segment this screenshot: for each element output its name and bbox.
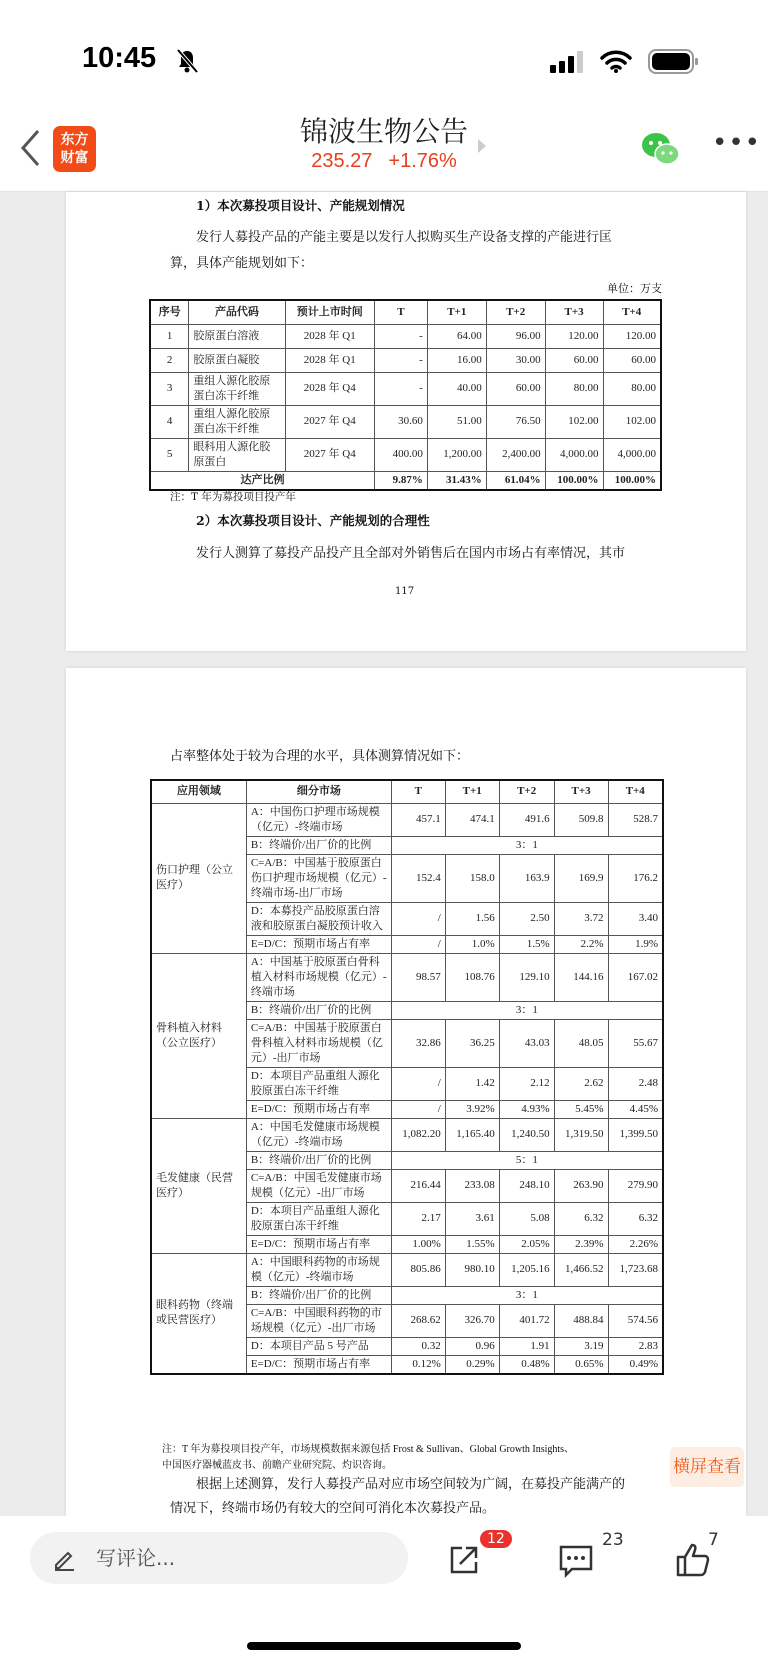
table-cell: 144.16 <box>554 953 608 1001</box>
stock-change: +1.76% <box>388 150 457 172</box>
wifi-icon <box>600 49 632 73</box>
table-cell: 1.56 <box>445 902 499 935</box>
table-cell: 60.00 <box>545 348 603 372</box>
table-cell: 474.1 <box>445 803 499 836</box>
market-segment-label: C=A/B：中国基于胶原蛋白骨科植入材料市场规模（亿元）-出厂市场 <box>246 1019 391 1067</box>
table-cell: 2.39% <box>554 1235 608 1253</box>
status-bar <box>0 0 768 100</box>
total-cell: 100.00% <box>603 471 661 490</box>
column-header: T+1 <box>445 780 499 803</box>
table-cell: 0.48% <box>499 1355 554 1374</box>
market-segment-label: E=D/C：预期市场占有率 <box>246 1100 391 1118</box>
application-domain: 骨科植入材料（公立医疗） <box>151 953 246 1118</box>
table-cell: 528.7 <box>608 803 663 836</box>
market-segment-label: C=A/B：中国基于胶原蛋白伤口护理市场规模（亿元）-终端市场-出厂市场 <box>246 854 391 902</box>
table-row <box>150 372 661 405</box>
market-segment-label: B：终端价/出厂价的比例 <box>246 1286 391 1304</box>
table-cell: 1,723.68 <box>608 1253 663 1286</box>
column-header: T+1 <box>427 300 486 324</box>
table-cell: 3.72 <box>554 902 608 935</box>
table-row <box>150 405 661 438</box>
table-cell: - <box>374 324 427 348</box>
table-cell: 129.10 <box>499 953 554 1001</box>
table-cell: 279.90 <box>608 1169 663 1202</box>
table-cell: 96.00 <box>486 324 545 348</box>
table-cell: 2.17 <box>391 1202 445 1235</box>
table-cell: 1.5% <box>499 935 554 953</box>
table-cell: 2.05% <box>499 1235 554 1253</box>
table-cell: 3 <box>150 372 189 405</box>
column-header: T <box>374 300 427 324</box>
table-cell: 3.19 <box>554 1337 608 1355</box>
logo-text-1: 东方 <box>60 132 89 148</box>
column-header: T+3 <box>554 780 608 803</box>
table-header-row <box>151 780 663 803</box>
silent-bell-icon <box>176 48 198 74</box>
ratio-cell: 3：1 <box>391 1286 663 1304</box>
table-cell: 488.84 <box>554 1304 608 1337</box>
table-cell: 5.45% <box>554 1100 608 1118</box>
table-cell: 400.00 <box>374 438 427 471</box>
stock-price: 235.27 <box>311 150 373 172</box>
application-domain: 伤口护理（公立医疗） <box>151 803 246 953</box>
market-segment-label: D：本项目产品重组人源化胶原蛋白冻干纤维 <box>246 1067 391 1100</box>
table-cell: 326.70 <box>445 1304 499 1337</box>
signal-icon <box>550 51 588 73</box>
column-header: T+4 <box>603 300 661 324</box>
application-domain: 眼科药物（终端或民营医疗） <box>151 1253 246 1374</box>
table-cell: 2.83 <box>608 1337 663 1355</box>
market-segment-label: E=D/C：预期市场占有率 <box>246 1235 391 1253</box>
table-cell: 1,165.40 <box>445 1118 499 1151</box>
table-cell: 268.62 <box>391 1304 445 1337</box>
table-cell: 169.9 <box>554 854 608 902</box>
table-cell: 64.00 <box>427 324 486 348</box>
table-row <box>151 1253 663 1286</box>
market-segment-label: C=A/B：中国眼科药物的市场规模（亿元）-出厂市场 <box>246 1304 391 1337</box>
ratio-cell: 3：1 <box>391 836 663 854</box>
column-header: 预计上市时间 <box>285 300 374 324</box>
table-cell: 233.08 <box>445 1169 499 1202</box>
note-line: 注：T 年为募投项目投产年，市场规模数据来源包括 Frost & Sullivan、Global Growth Insights、 <box>162 1444 575 1455</box>
table-cell: 120.00 <box>603 324 661 348</box>
table-cell: 491.6 <box>499 803 554 836</box>
table-cell: 401.72 <box>499 1304 554 1337</box>
paragraph-line: 情况下，终端市场仍有较大的空间可消化本次募投产品。 <box>170 1501 496 1516</box>
table-cell: 5 <box>150 438 189 471</box>
table-cell: 3.92% <box>445 1100 499 1118</box>
table-cell: 2.2% <box>554 935 608 953</box>
more-icon[interactable]: ••• <box>712 128 762 158</box>
column-header: 应用领域 <box>151 780 246 803</box>
table-cell: 2.50 <box>499 902 554 935</box>
table-cell: 4,000.00 <box>545 438 603 471</box>
landscape-view-button[interactable]: 横屏查看 <box>670 1447 744 1487</box>
table-cell: 6.32 <box>554 1202 608 1235</box>
home-indicator <box>247 1642 521 1650</box>
table-cell: 0.32 <box>391 1337 445 1355</box>
market-share-table <box>150 779 664 1375</box>
market-segment-label: E=D/C：预期市场占有率 <box>246 935 391 953</box>
page-number: 117 <box>395 586 415 597</box>
table-note <box>162 1442 574 1474</box>
total-cell: 61.04% <box>486 471 545 490</box>
table-cell: 0.65% <box>554 1355 608 1374</box>
market-segment-label: E=D/C：预期市场占有率 <box>246 1355 391 1374</box>
table-cell: 457.1 <box>391 803 445 836</box>
table-header-row <box>150 300 661 324</box>
table-cell: - <box>374 348 427 372</box>
table-cell: 2.12 <box>499 1067 554 1100</box>
share-icon[interactable] <box>448 1544 480 1576</box>
table-cell: 眼科用人源化胶原蛋白 <box>189 438 285 471</box>
table-row <box>150 438 661 471</box>
table-cell: 2.62 <box>554 1067 608 1100</box>
capacity-table <box>149 299 662 491</box>
market-segment-label: D：本项目产品 5 号产品 <box>246 1337 391 1355</box>
share-count-badge: 12 <box>480 1530 512 1548</box>
note-line: 中国医疗器械蓝皮书、前瞻产业研究院、灼识咨询。 <box>162 1460 392 1471</box>
table-cell: 0.96 <box>445 1337 499 1355</box>
table-cell: 216.44 <box>391 1169 445 1202</box>
table-cell: 2 <box>150 348 189 372</box>
table-cell: 76.50 <box>486 405 545 438</box>
table-cell: 1,082.20 <box>391 1118 445 1151</box>
table-cell: 3.61 <box>445 1202 499 1235</box>
ratio-cell: 3：1 <box>391 1001 663 1019</box>
table-note: 注：T 年为募投项目投产年 <box>170 491 296 503</box>
table-cell: 2028 年 Q1 <box>285 348 374 372</box>
table-cell: 2.48 <box>608 1067 663 1100</box>
table-cell: 574.56 <box>608 1304 663 1337</box>
table-cell: 2028 年 Q4 <box>285 372 374 405</box>
table-cell: 80.00 <box>545 372 603 405</box>
table-cell: 1,466.52 <box>554 1253 608 1286</box>
table-cell: 176.2 <box>608 854 663 902</box>
table-cell: 胶原蛋白溶液 <box>189 324 285 348</box>
table-cell: 1,200.00 <box>427 438 486 471</box>
table-cell: 5.08 <box>499 1202 554 1235</box>
table-cell: 16.00 <box>427 348 486 372</box>
total-cell: 9.87% <box>374 471 427 490</box>
table-cell: 1.0% <box>445 935 499 953</box>
table-row <box>151 1118 663 1151</box>
like-count: 7 <box>708 1530 719 1550</box>
table-cell: 108.76 <box>445 953 499 1001</box>
column-header: T+3 <box>545 300 603 324</box>
unit-label: 单位：万支 <box>607 282 662 295</box>
total-row <box>150 471 661 490</box>
column-header: 序号 <box>150 300 189 324</box>
market-segment-label: A：中国基于胶原蛋白骨科植入材料市场规模（亿元）-终端市场 <box>246 953 391 1001</box>
ratio-cell: 5：1 <box>391 1151 663 1169</box>
table-cell: 263.90 <box>554 1169 608 1202</box>
table-cell: 重组人源化胶原蛋白冻干纤维 <box>189 405 285 438</box>
table-cell: 163.9 <box>499 854 554 902</box>
table-cell: 0.29% <box>445 1355 499 1374</box>
comment-count: 23 <box>602 1530 624 1550</box>
table-cell: 48.05 <box>554 1019 608 1067</box>
table-cell: 55.67 <box>608 1019 663 1067</box>
table-cell: 1,319.50 <box>554 1118 608 1151</box>
table-cell: 248.10 <box>499 1169 554 1202</box>
table-cell: 36.25 <box>445 1019 499 1067</box>
paragraph-line: 发行人募投产品的产能主要是以发行人拟购买生产设备支撑的产能进行匡 <box>196 230 613 245</box>
column-header: T+2 <box>499 780 554 803</box>
table-cell: 980.10 <box>445 1253 499 1286</box>
table-cell: 167.02 <box>608 953 663 1001</box>
table-cell: 重组人源化胶原蛋白冻干纤维 <box>189 372 285 405</box>
table-cell: 0.12% <box>391 1355 445 1374</box>
table-cell: 60.00 <box>486 372 545 405</box>
table-cell: 4,000.00 <box>603 438 661 471</box>
section-heading-1: 1）本次募投项目设计、产能规划情况 <box>196 198 405 213</box>
table-cell: / <box>391 1100 445 1118</box>
comment-icon[interactable] <box>558 1544 594 1578</box>
table-cell: 2027 年 Q4 <box>285 405 374 438</box>
table-cell: 1 <box>150 324 189 348</box>
pencil-icon <box>52 1547 76 1571</box>
table-cell: 102.00 <box>603 405 661 438</box>
table-cell: 胶原蛋白凝胶 <box>189 348 285 372</box>
table-cell: 2.26% <box>608 1235 663 1253</box>
table-cell: 102.00 <box>545 405 603 438</box>
section-heading-2: 2）本次募投项目设计、产能规划的合理性 <box>196 513 430 528</box>
table-cell: 1.00% <box>391 1235 445 1253</box>
table-cell: / <box>391 1067 445 1100</box>
column-header: 细分市场 <box>246 780 391 803</box>
table-cell: 4.45% <box>608 1100 663 1118</box>
market-segment-label: A：中国毛发健康市场规模（亿元）-终端市场 <box>246 1118 391 1151</box>
paragraph-line: 算，具体产能规划如下： <box>170 256 314 271</box>
table-cell: 1,240.50 <box>499 1118 554 1151</box>
logo-text-2: 财富 <box>60 150 89 166</box>
table-cell: 1,399.50 <box>608 1118 663 1151</box>
market-segment-label: A：中国伤口护理市场规模（亿元）-终端市场 <box>246 803 391 836</box>
table-cell: 3.40 <box>608 902 663 935</box>
table-cell: 43.03 <box>499 1019 554 1067</box>
table-cell: 60.00 <box>603 348 661 372</box>
wechat-share-icon[interactable] <box>640 130 682 168</box>
total-cell: 100.00% <box>545 471 603 490</box>
table-cell: 4.93% <box>499 1100 554 1118</box>
column-header: 产品代码 <box>189 300 285 324</box>
market-segment-label: D：本项目产品重组人源化胶原蛋白冻干纤维 <box>246 1202 391 1235</box>
table-cell: 1.91 <box>499 1337 554 1355</box>
paragraph-line: 发行人测算了募投产品投产且全部对外销售后在国内市场占有率情况，其市 <box>196 546 626 561</box>
market-segment-label: B：终端价/出厂价的比例 <box>246 1001 391 1019</box>
table-cell: 51.00 <box>427 405 486 438</box>
total-cell: 31.43% <box>427 471 486 490</box>
comment-input[interactable] <box>30 1532 408 1584</box>
table-cell: 120.00 <box>545 324 603 348</box>
table-cell: 40.00 <box>427 372 486 405</box>
table-row <box>150 348 661 372</box>
table-cell: 1.9% <box>608 935 663 953</box>
paragraph-line: 占率整体处于较为合理的水平，具体测算情况如下： <box>170 749 470 764</box>
market-segment-label: B：终端价/出厂价的比例 <box>246 1151 391 1169</box>
clock: 10:45 <box>82 42 157 74</box>
market-segment-label: C=A/B：中国毛发健康市场规模（亿元）-出厂市场 <box>246 1169 391 1202</box>
table-cell: 1.42 <box>445 1067 499 1100</box>
application-domain: 毛发健康（民营医疗） <box>151 1118 246 1253</box>
total-label: 达产比例 <box>150 471 374 490</box>
table-cell: 0.49% <box>608 1355 663 1374</box>
table-row <box>150 324 661 348</box>
table-cell: 32.86 <box>391 1019 445 1067</box>
table-cell: 509.8 <box>554 803 608 836</box>
market-segment-label: A：中国眼科药物的市场规模（亿元）-终端市场 <box>246 1253 391 1286</box>
column-header: T+2 <box>486 300 545 324</box>
table-cell: 80.00 <box>603 372 661 405</box>
table-cell: 2027 年 Q4 <box>285 438 374 471</box>
like-icon[interactable] <box>675 1542 711 1578</box>
comment-placeholder: 写评论... <box>96 1546 176 1570</box>
battery-icon <box>648 49 700 75</box>
table-cell: 152.4 <box>391 854 445 902</box>
page-title: 锦波生物公告 <box>299 115 468 148</box>
table-cell: 98.57 <box>391 953 445 1001</box>
table-row <box>151 803 663 836</box>
column-header: T+4 <box>608 780 663 803</box>
table-cell: / <box>391 902 445 935</box>
paragraph-line: 根据上述测算，发行人募投产品对应市场空间较为广阔，在募投产能满产的 <box>196 1477 626 1492</box>
market-segment-label: B：终端价/出厂价的比例 <box>246 836 391 854</box>
table-cell: 805.86 <box>391 1253 445 1286</box>
table-cell: 2,400.00 <box>486 438 545 471</box>
table-cell: - <box>374 372 427 405</box>
table-cell: 4 <box>150 405 189 438</box>
table-row <box>151 953 663 1001</box>
column-header: T <box>391 780 445 803</box>
nav-bar <box>0 100 768 192</box>
table-cell: 30.60 <box>374 405 427 438</box>
table-cell: 1,205.16 <box>499 1253 554 1286</box>
table-cell: 30.00 <box>486 348 545 372</box>
table-cell: 6.32 <box>608 1202 663 1235</box>
table-cell: 2028 年 Q1 <box>285 324 374 348</box>
table-cell: / <box>391 935 445 953</box>
market-segment-label: D：本募投产品胶原蛋白溶液和胶原蛋白凝胶预计收入 <box>246 902 391 935</box>
table-cell: 1.55% <box>445 1235 499 1253</box>
table-cell: 158.0 <box>445 854 499 902</box>
